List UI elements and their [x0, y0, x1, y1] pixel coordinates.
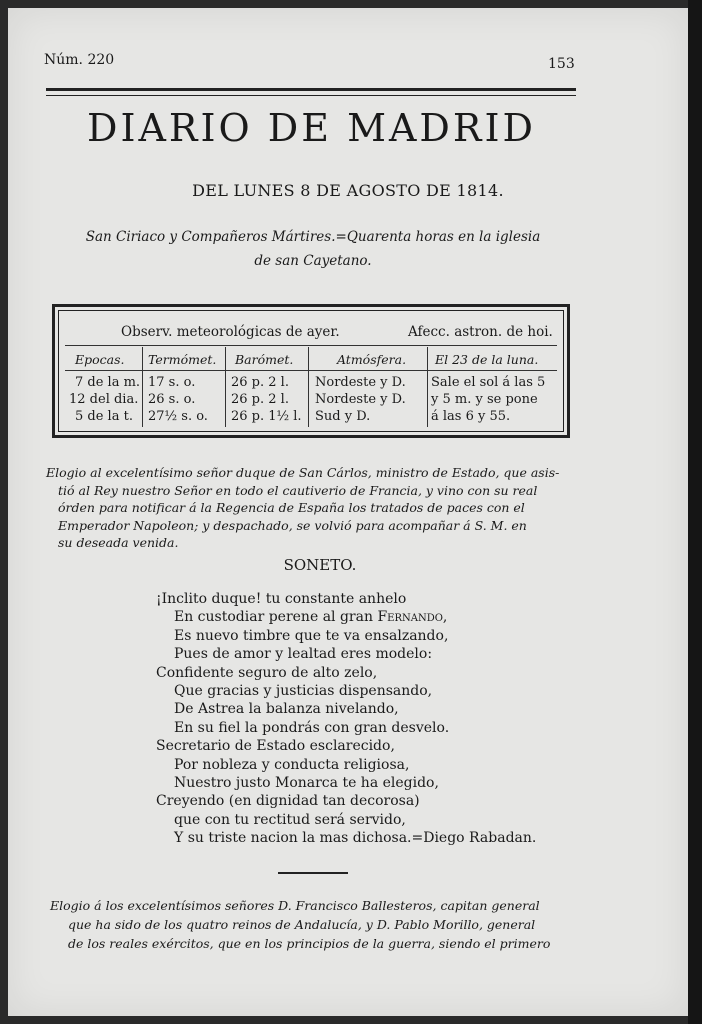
- column-header: Epocas.: [75, 352, 125, 367]
- dateline: DEL LUNES 8 DE AGOSTO DE 1814.: [192, 181, 504, 200]
- issue-number: Núm. 220: [44, 52, 115, 68]
- column-header: Barómet.: [235, 352, 294, 367]
- text-line: que ha sido de los quatro reinos de Andalucía, y D. Pablo Morillo, general: [68, 917, 536, 932]
- text-line: órden para notificar á la Regencia de España los tratados de paces con el: [58, 500, 525, 515]
- table-cell: 26 s. o.: [148, 392, 196, 407]
- text-line: Emperador Napoleon; y despachado, se volvió para acompañar á S. M. en: [58, 517, 527, 533]
- scan-edge: [688, 0, 702, 1024]
- saints-line: de san Cayetano.: [254, 253, 372, 269]
- column-header: Atmósfera.: [337, 352, 407, 367]
- poem-line: Es nuevo timbre que te va ensalzando,: [174, 627, 449, 644]
- table-cell: 17 s. o.: [148, 375, 196, 390]
- table-rule: [65, 370, 557, 371]
- table-cell: 26 p. 1½ l.: [231, 409, 302, 424]
- newspaper-page: [8, 8, 688, 1016]
- table-cell: Sale el sol á las 5: [431, 375, 546, 390]
- table-cell: 12 del dia.: [69, 392, 139, 407]
- poem-line: Nuestro justo Monarca te ha elegido,: [174, 775, 439, 792]
- text-line: de los reales exércitos, que en los principios de la guerra, siendo el primero: [68, 936, 551, 951]
- saints-line: San Ciriaco y Compañeros Mártires.=Quarenta horas en la iglesia: [85, 229, 541, 245]
- table-cell: 5 de la t.: [75, 409, 133, 424]
- elogio-paragraph: [46, 464, 581, 552]
- text-line: su deseada venida.: [58, 535, 179, 550]
- column-divider: [142, 347, 143, 427]
- poem-line-text: En custodiar perene al gran: [174, 609, 373, 626]
- weather-heading: Observ. meteorológicas de ayer.: [121, 324, 340, 340]
- table-cell: Nordeste y D.: [315, 392, 406, 407]
- column-divider: [427, 347, 428, 427]
- sonnet-body: [156, 590, 536, 848]
- text-line: tió al Rey nuestro Señor en todo el cautiverio de Francia, y vino con su real: [58, 482, 538, 498]
- table-rule: [65, 345, 557, 346]
- header-rule: [46, 88, 576, 91]
- poem-line: Pues de amor y lealtad eres modelo:: [174, 646, 433, 663]
- column-header: El 23 de la luna.: [435, 352, 539, 367]
- astro-heading: Afecc. astron. de hoi.: [408, 324, 553, 340]
- masthead-title: DIARIO DE MADRID: [87, 106, 536, 150]
- column-header: Termómet.: [148, 352, 217, 367]
- header-rule-thin: [46, 95, 576, 96]
- poem-line: Que gracias y justicias dispensando,: [174, 683, 433, 700]
- poem-line: Secretario de Estado esclarecido,: [156, 738, 395, 755]
- weather-table: [52, 304, 570, 438]
- poem-line: En su fiel la pondrás con gran desvelo.: [174, 719, 450, 736]
- table-cell: y 5 m. y se pone: [431, 392, 538, 407]
- text-line: Elogio al excelentísimo señor duque de San Cárlos, ministro de Estado, que asis-: [46, 465, 560, 480]
- table-cell: 7 de la m.: [75, 375, 141, 390]
- poem-line: ¡Inclito duque! tu constante anhelo: [156, 591, 407, 607]
- sonnet-title: SONETO.: [283, 556, 357, 574]
- table-cell: Sud y D.: [315, 409, 371, 424]
- table-cell: á las 6 y 55.: [431, 409, 511, 424]
- table-cell: 26 p. 2 l.: [231, 392, 289, 407]
- section-separator: [278, 872, 348, 874]
- column-divider: [308, 347, 309, 427]
- poem-line: Confidente seguro de alto zelo,: [156, 664, 378, 681]
- table-cell: 27½ s. o.: [148, 409, 208, 424]
- poem-line: [156, 608, 536, 626]
- poem-line: De Astrea la balanza nivelando,: [174, 701, 399, 718]
- poem-line: Y su triste nacion la mas dichosa.=Diego Rabadan.: [174, 830, 537, 847]
- saints-of-the-day: [78, 225, 548, 273]
- poem-line: que con tu rectitud será servido,: [174, 811, 406, 828]
- page-number: 153: [548, 56, 575, 72]
- text-line: Elogio á los excelentísimos señores D. Francisco Ballesteros, capitan general: [50, 898, 540, 913]
- poem-line: Por nobleza y conducta religiosa,: [174, 756, 410, 773]
- poem-name-fernando: Fernando,: [377, 609, 448, 626]
- column-divider: [225, 347, 226, 427]
- table-cell: 26 p. 2 l.: [231, 375, 289, 390]
- table-cell: Nordeste y D.: [315, 375, 406, 390]
- poem-line: Creyendo (en dignidad tan decorosa): [156, 793, 420, 810]
- elogio-paragraph-2: [50, 896, 590, 953]
